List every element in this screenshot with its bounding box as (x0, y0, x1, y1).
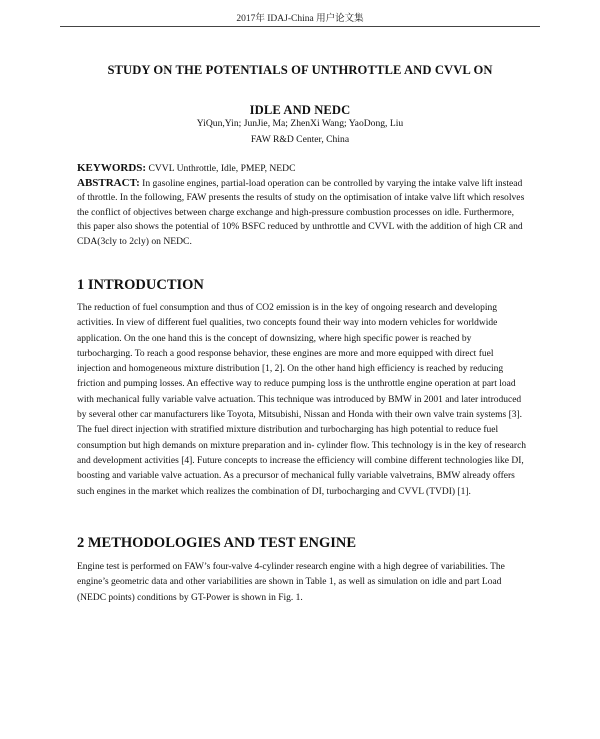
author-block (0, 116, 600, 148)
affiliation: FAW R&D Center, China (250, 134, 350, 145)
title-line-1: STUDY ON THE POTENTIALS OF UNTHROTTLE AND CVVL ON (107, 63, 493, 77)
keywords-label: KEYWORDS: (77, 162, 147, 174)
introduction-paragraph: The reduction of fuel consumption and thus of CO2 emission is in the key of ongoing research and developing activities. In view of different fuel qualities, two concepts found their way into modern vehicles for worldwide application. On the one hand this is the concept of downsizing, where high specific power is reached by turbocharging. To reach a good response behavior, these engines are more and more equipped with direct fuel injection and homogeneous mixture distribution [1, 2]. On the other hand high efficiency is reached by reducing friction and pumping losses. An effective way to reduce pumping loss is the unthrottle engine operation at part load with mechanical fully variable valve actuation. This technique was introduced by BMW in 2001 and later introduced by several other car manufacturers like Toyota, Mitsubishi, Nissan and Honda with their own valve train systems [3]. The fuel direct injection with stratified mixture distribution and turbocharging has high potential to reduce fuel consumption but high demands on mixture preparation and in- cylinder flow. This technology is in the key of research and development activities [4]. Future concepts to increase the efficiency will combine different technologies like DI, boosting and variable valve actuation. As a precursor of mechanical fully variable valvetrains, BMW already offers such engines in the market which realizes the combination of DI, turbocharging and CVVL (TVDI) [1]. (77, 303, 527, 497)
abstract-label: ABSTRACT: (77, 177, 140, 189)
methodologies-paragraph: Engine test is performed on FAW’s four-valve 4-cylinder research engine with a high degree of variabilities. The engine’s geometric data and other variabilities are shown in Table 1, as well as simulation on idle and part Load (NEDC points) conditions by GT-Power is shown in Fig. 1. (77, 562, 505, 603)
running-header: 2017年 IDAJ-China 用户论文集 (236, 14, 364, 24)
section-heading-methodologies: 2 METHODOLOGIES AND TEST ENGINE (77, 535, 357, 551)
title-line-2: IDLE AND NEDC (249, 103, 351, 117)
authors: YiQun,Yin; JunJie, Ma; ZhenXi Wang; YaoDong, Liu (196, 118, 404, 129)
section-heading-introduction: 1 INTRODUCTION (77, 277, 204, 293)
keywords (77, 161, 540, 176)
header-divider (60, 26, 540, 27)
abstract (77, 176, 528, 249)
abstract-text: In gasoline engines, partial-load operation can be controlled by varying the intake valve lift instead of throttle. In the following, FAW presents the results of study on the optimisation of intake valve lift which resolves the conflict of objectives between charge exchange and high-pressure combustion processes on idle. Furthermore, this paper also shows the potential of 10% BSFC reduced by unthrottle and CVVL with the addition of high CR and CDA(3cly to 2cly) on NEDC. (77, 178, 525, 247)
keywords-text: CVVL Unthrottle, Idle, PMEP, NEDC (148, 163, 296, 174)
